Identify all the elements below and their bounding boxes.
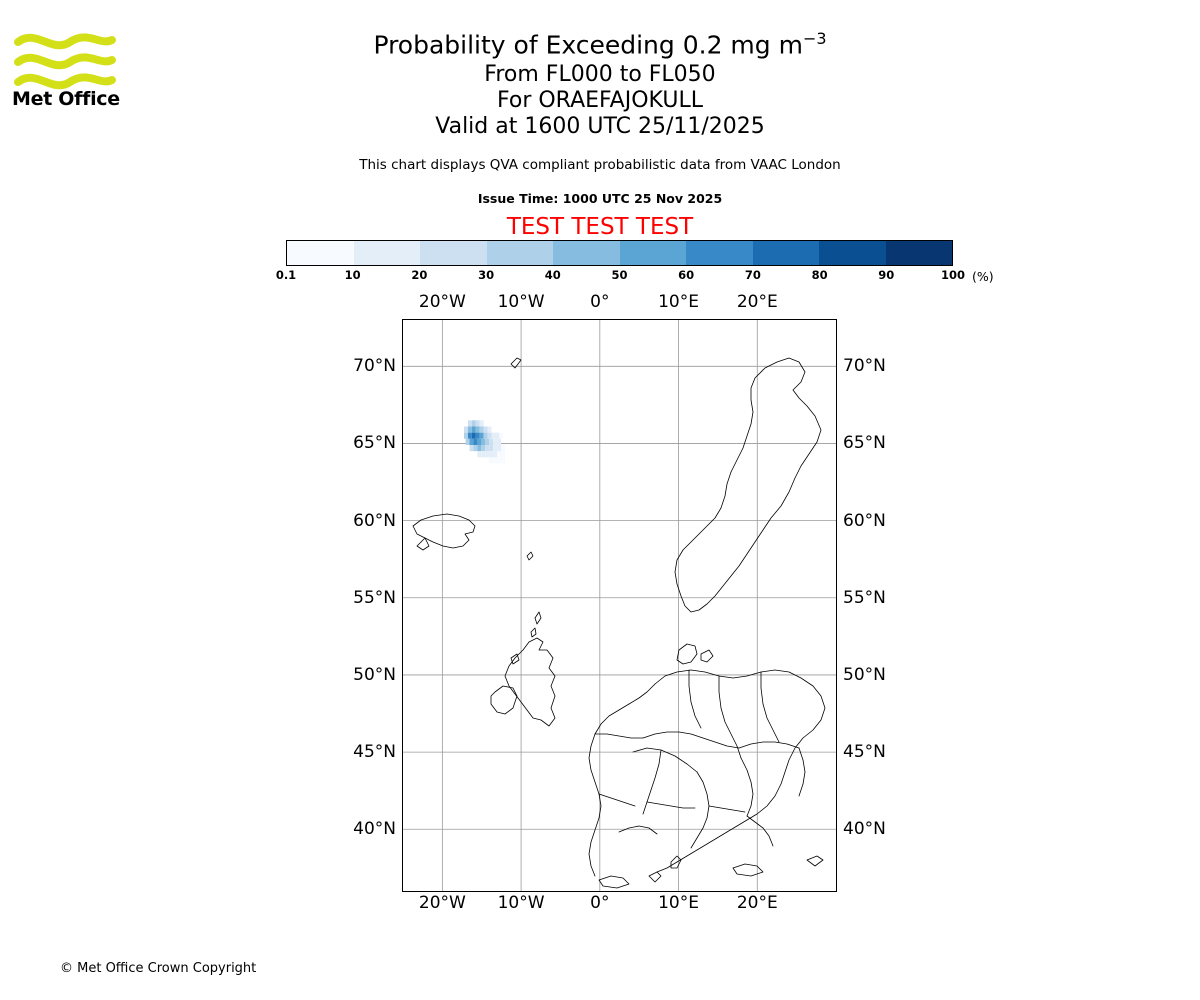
probability-cell	[468, 420, 472, 426]
colorbar-tick-20: 20	[411, 268, 428, 282]
lat-tick-left-2: 50°N	[353, 664, 396, 685]
probability-cell	[464, 426, 468, 432]
probability-cell	[480, 426, 484, 432]
probability-cell	[480, 420, 484, 426]
probability-cell	[497, 451, 501, 457]
lat-tick-right-3: 55°N	[843, 587, 886, 608]
page-title	[0, 22, 1200, 62]
lat-tick-right-1: 45°N	[843, 742, 886, 763]
colorbar-tick-70: 70	[744, 268, 761, 282]
probability-cell	[501, 445, 505, 451]
qva-note: This chart displays QVA compliant probabilistic data from VAAC London	[359, 157, 841, 173]
colorbar-segment-9	[886, 241, 953, 265]
probability-cell	[472, 426, 476, 432]
colorbar-segment-6	[686, 241, 753, 265]
probability-cell	[489, 451, 493, 457]
colorbar-tick-100: 100	[940, 268, 966, 282]
probability-cell	[485, 439, 489, 445]
probability-cell	[472, 420, 476, 426]
page-title-text: Probability of Exceeding 0.2 mg m	[373, 30, 803, 60]
probability-cell	[476, 420, 480, 426]
probability-cell	[501, 457, 505, 463]
probability-cell	[488, 433, 492, 439]
lon-tick-bottom-2: 0°	[590, 893, 610, 913]
colorbar-segment-5	[620, 241, 687, 265]
probability-cell	[489, 439, 493, 445]
probability-cell	[493, 457, 497, 463]
probability-cell	[496, 433, 500, 439]
lat-tick-left-0: 40°N	[353, 819, 396, 840]
lat-tick-right-5: 65°N	[843, 433, 886, 454]
lon-tick-bottom-4: 20°E	[736, 893, 778, 913]
lat-tick-left-1: 45°N	[353, 742, 396, 763]
probability-cell	[470, 439, 474, 445]
probability-cell	[476, 433, 480, 439]
lon-tick-top-1: 10°W	[497, 292, 545, 312]
lon-tick-bottom-1: 10°W	[497, 893, 545, 913]
probability-cell	[497, 445, 501, 451]
probability-cell	[470, 445, 474, 451]
lon-tick-bottom-3: 10°E	[658, 893, 699, 913]
probability-cell	[468, 426, 472, 432]
lat-tick-left-5: 65°N	[353, 433, 396, 454]
lon-tick-top-4: 20°E	[736, 292, 778, 312]
colorbar-segment-1	[354, 241, 421, 265]
probability-cell	[485, 445, 489, 451]
colorbar-segment-3	[487, 241, 554, 265]
colorbar-tick-labels	[275, 268, 966, 284]
colorbar-tick-30: 30	[478, 268, 495, 282]
subtitle-flight-levels: From FL000 to FL050	[484, 62, 716, 88]
probability-cell	[489, 457, 493, 463]
chart-title-block	[0, 22, 1200, 140]
probability-cell	[492, 433, 496, 439]
lat-tick-right-6: 70°N	[843, 356, 886, 377]
probability-cell	[484, 433, 488, 439]
probability-cell	[473, 445, 477, 451]
probability-cell	[497, 457, 501, 463]
lat-tick-left-6: 70°N	[353, 356, 396, 377]
colorbar-segment-8	[819, 241, 886, 265]
probability-cell	[485, 451, 489, 457]
colorbar-tick-90: 90	[878, 268, 895, 282]
probability-cell	[497, 439, 501, 445]
colorbar-tick-80: 80	[811, 268, 828, 282]
probability-cell	[501, 451, 505, 457]
colorbar-segment-0	[287, 241, 354, 265]
probability-cell	[481, 439, 485, 445]
probability-cell	[493, 445, 497, 451]
colorbar-segment-4	[553, 241, 620, 265]
met-office-logo-text: Met Office	[12, 88, 120, 110]
probability-cell	[480, 433, 484, 439]
issue-time: Issue Time: 1000 UTC 25 Nov 2025	[477, 191, 723, 206]
probability-cell	[476, 426, 480, 432]
probability-cell	[477, 439, 481, 445]
probability-cell	[493, 451, 497, 457]
lat-tick-right-0: 40°N	[843, 819, 886, 840]
probability-cell	[472, 433, 476, 439]
probability-cell	[477, 451, 481, 457]
test-banner: TEST TEST TEST	[506, 214, 694, 240]
probability-cell	[477, 445, 481, 451]
colorbar-tick-10: 10	[344, 268, 361, 282]
lat-tick-left-4: 60°N	[353, 510, 396, 531]
lon-tick-top-3: 10°E	[658, 292, 699, 312]
colorbar-tick-50: 50	[611, 268, 628, 282]
page-title-exponent: −3	[802, 29, 827, 48]
colorbar-tick-0.1: 0.1	[275, 268, 297, 282]
colorbar	[286, 240, 953, 266]
probability-cell	[493, 439, 497, 445]
map-plot-area	[402, 319, 837, 892]
subtitle-volcano: For ORAEFAJOKULL	[497, 88, 703, 114]
probability-cell	[464, 433, 468, 439]
subtitle-valid-time: Valid at 1600 UTC 25/11/2025	[435, 114, 765, 140]
probability-cell	[473, 439, 477, 445]
colorbar-tick-40: 40	[544, 268, 561, 282]
probability-cell	[468, 433, 472, 439]
probability-cell	[488, 426, 492, 432]
colorbar-segment-2	[420, 241, 487, 265]
probability-cell	[484, 426, 488, 432]
copyright-notice: © Met Office Crown Copyright	[60, 961, 257, 976]
colorbar-tick-60: 60	[678, 268, 695, 282]
probability-cell	[481, 445, 485, 451]
lon-tick-bottom-0: 20°W	[418, 893, 466, 913]
colorbar-unit-label: (%)	[972, 269, 994, 284]
lon-tick-top-0: 20°W	[418, 292, 466, 312]
lat-tick-right-4: 60°N	[843, 510, 886, 531]
probability-cell	[481, 451, 485, 457]
lat-tick-right-2: 50°N	[843, 664, 886, 685]
lon-tick-top-2: 0°	[590, 292, 610, 312]
probability-cell	[466, 439, 470, 445]
probability-cell	[499, 433, 503, 439]
lat-tick-left-3: 55°N	[353, 587, 396, 608]
probability-cell	[489, 445, 493, 451]
colorbar-segment-7	[753, 241, 820, 265]
